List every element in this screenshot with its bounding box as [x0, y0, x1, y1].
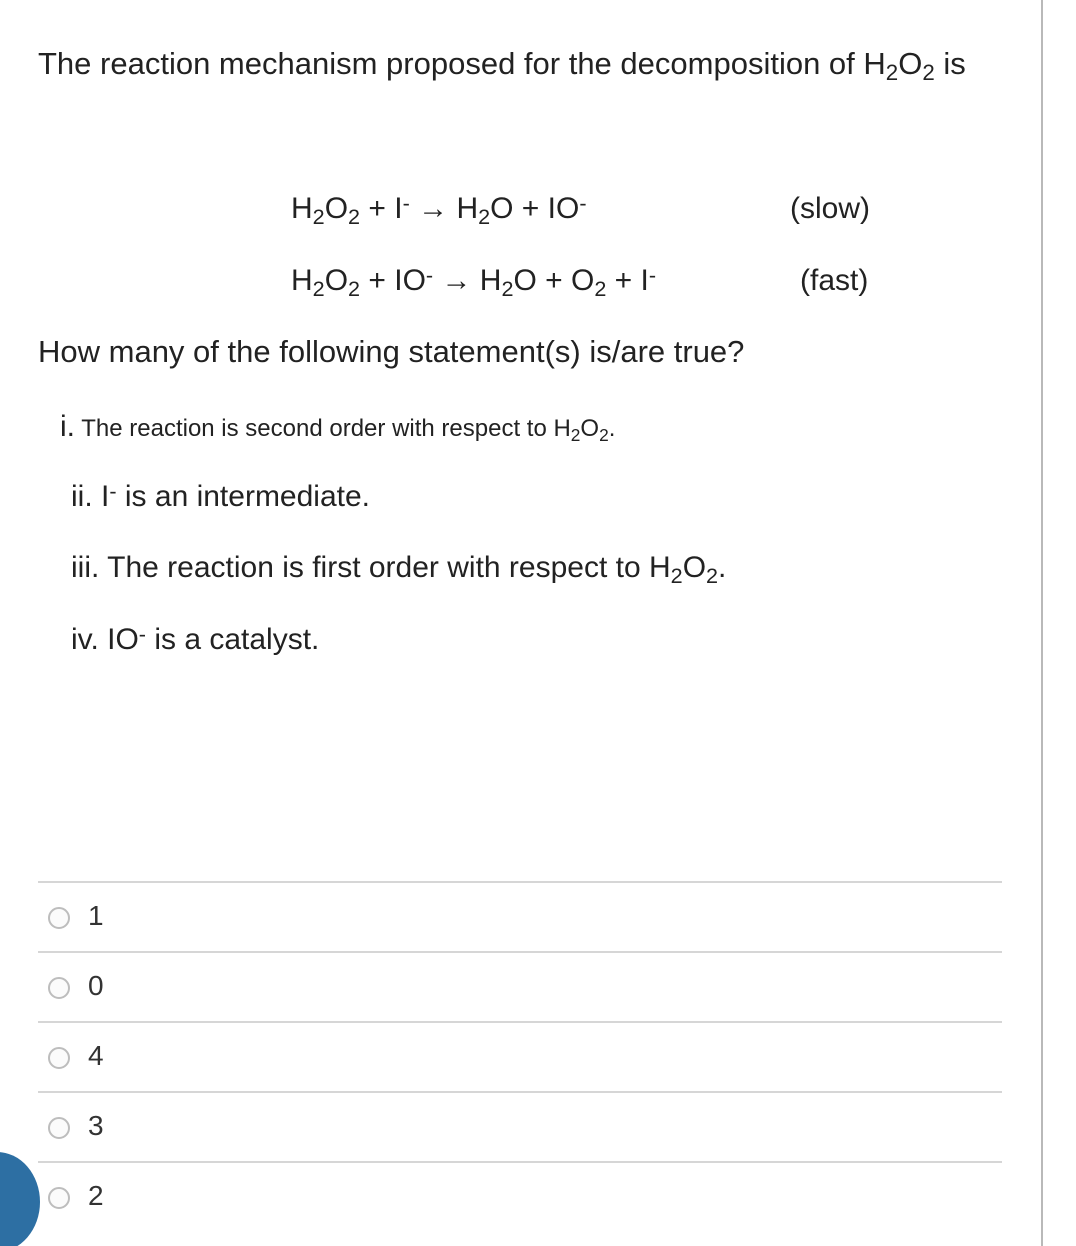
option-separator [38, 1091, 1002, 1093]
mechanism-step-1: $H_2O_2 + I^- \to H_2O + IO^-$ [291, 190, 587, 230]
option-separator [38, 951, 1002, 953]
option-label[interactable]: 0 [88, 970, 104, 1001]
answer-option-3[interactable] [38, 1024, 1002, 1092]
option-separator [38, 881, 1002, 883]
answer-option-4[interactable] [38, 1094, 1002, 1162]
option-label[interactable]: 2 [88, 1180, 104, 1211]
option-label[interactable]: 4 [88, 1040, 104, 1071]
statement-iv: iv. IO- is a catalyst. [71, 621, 320, 656]
answer-option-2[interactable] [38, 954, 1002, 1022]
page-border [1041, 0, 1043, 1246]
radio-button[interactable] [48, 907, 70, 929]
option-separator [38, 1021, 1002, 1023]
statement-i: i. The reaction is second order with respect to $H_2O_2$. [60, 410, 616, 445]
radio-button[interactable] [48, 1047, 70, 1069]
radio-button[interactable] [48, 1187, 70, 1209]
mechanism-step-2-rate: (fast) [800, 264, 869, 297]
option-label[interactable]: 3 [88, 1110, 104, 1141]
statement-ii: ii. I- is an intermediate. [71, 478, 371, 513]
question-intro: The reaction mechanism proposed for the decomposition of $H_2O_2$ is [38, 46, 966, 86]
floating-help-button[interactable] [0, 1152, 40, 1246]
answer-option-5[interactable] [38, 1164, 1002, 1232]
radio-button[interactable] [48, 977, 70, 999]
mechanism-step-2: $H_2O_2 + IO^- \to H_2O + O_2 + I^-$ [291, 262, 657, 302]
statement-iii: iii. The reaction is first order with respect to $H_2O_2$. [71, 551, 727, 589]
mechanism-step-1-rate: (slow) [790, 192, 870, 225]
question-prompt: How many of the following statement(s) is/are true? [38, 334, 745, 369]
radio-button[interactable] [48, 1117, 70, 1139]
option-separator [38, 1161, 1002, 1163]
answer-option-1[interactable] [38, 884, 1002, 952]
option-label[interactable]: 1 [88, 900, 104, 931]
